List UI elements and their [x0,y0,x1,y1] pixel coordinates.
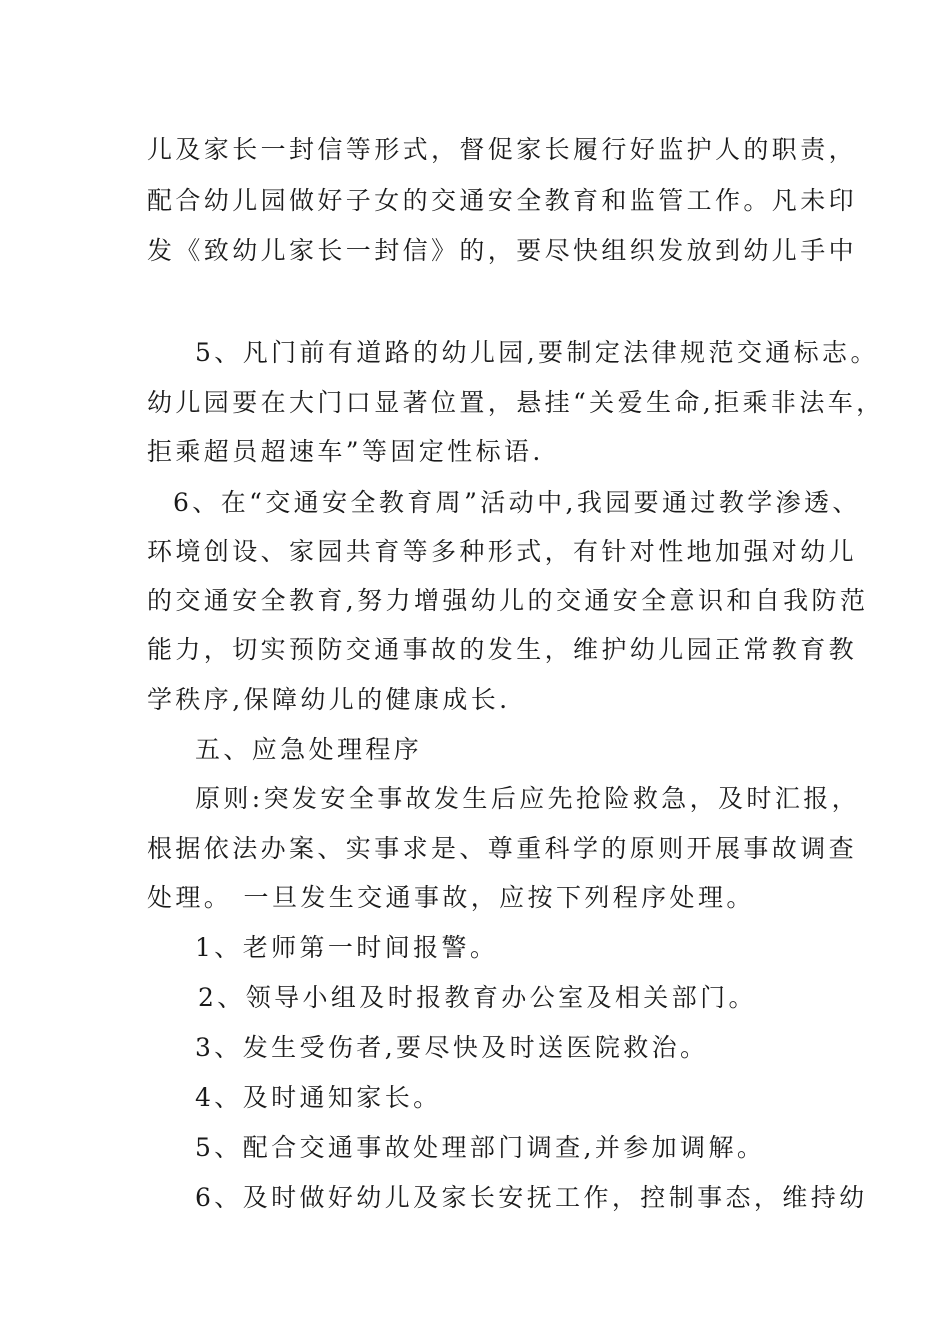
text-line: 5、凡门前有道路的幼儿园,要制定法律规范交通标志。 [195,338,879,367]
text-line: 幼儿园要在大门口显著位置，悬挂“关爱生命,拒乘非法车， [147,388,885,417]
list-item: 3、发生受伤者,要尽快及时送医院救治。 [195,1033,709,1062]
text-line: 学秩序,保障幼儿的健康成长. [147,685,511,714]
list-item: 5、配合交通事故处理部门调查,并参加调解。 [195,1133,766,1162]
text-line: 原则:突发安全事故发生后应先抢险救急，及时汇报， [195,784,861,813]
list-item: 6、及时做好幼儿及家长安抚工作，控制事态，维持幼 [195,1183,868,1212]
text-line: 6、在“交通安全教育周”活动中,我园要通过教学渗透、 [173,488,861,517]
list-item: 4、及时通知家长。 [195,1083,442,1112]
list-item: 2、领导小组及时报教育办公室及相关部门。 [198,983,757,1012]
text-line: 能力，切实预防交通事故的发生，维护幼儿园正常教育教 [147,635,858,664]
text-line: 处理。 一旦发生交通事故，应按下列程序处理。 [147,883,755,912]
section-heading: 五、应急处理程序 [195,735,423,764]
text-line: 儿及家长一封信等形式，督促家长履行好监护人的职责， [147,135,858,164]
text-line: 的交通安全教育,努力增强幼儿的交通安全意识和自我防范 [147,586,869,615]
text-line: 配合幼儿园做好子女的交通安全教育和监管工作。凡未印 [147,186,858,215]
list-item: 1、老师第一时间报警。 [195,933,499,962]
text-line: 拒乘超员超速车”等固定性标语. [147,437,544,466]
text-line: 发《致幼儿家长一封信》的，要尽快组织发放到幼儿手中 [147,236,858,265]
text-line: 根据依法办案、实事求是、尊重科学的原则开展事故调查 [147,834,858,863]
text-line: 环境创设、家园共育等多种形式，有针对性地加强对幼儿 [147,537,858,566]
